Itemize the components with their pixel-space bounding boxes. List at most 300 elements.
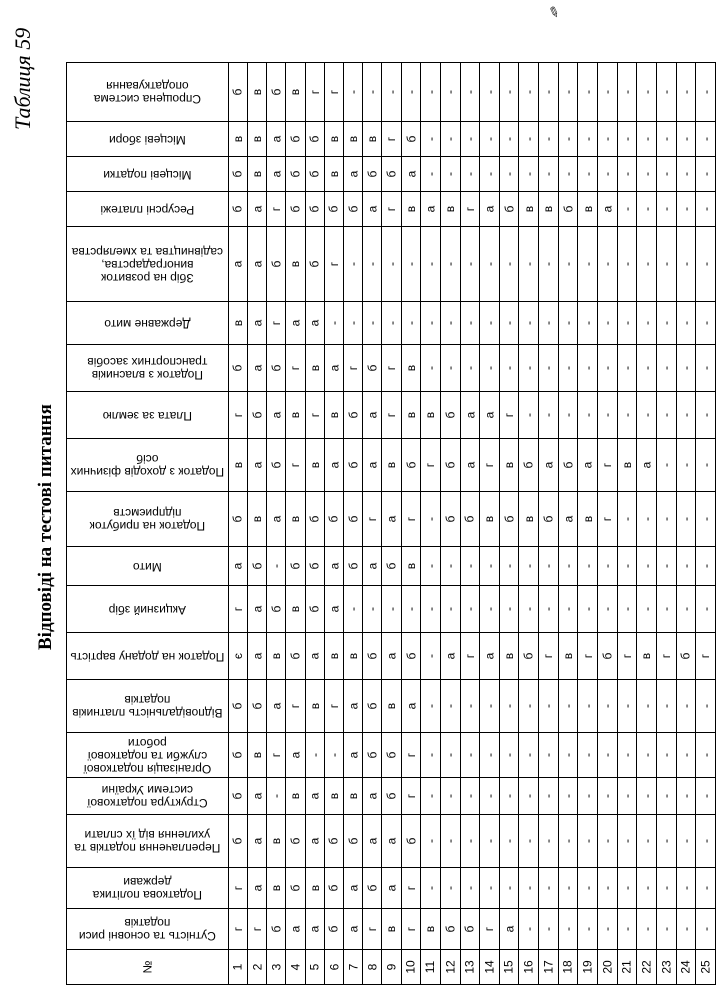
topic-label: Відповідальність платників податків [72, 693, 223, 720]
answer-cell [382, 157, 401, 192]
answer-cell [578, 227, 598, 302]
answer-cell [598, 122, 618, 157]
answer-value: - [482, 839, 497, 843]
question-number: 19 [578, 950, 598, 985]
answer-cell [440, 492, 460, 547]
answer-cell [480, 63, 500, 122]
answer-value: б [230, 792, 245, 800]
answer-value: - [600, 753, 615, 757]
answer-cell [480, 586, 500, 633]
answer-cell [363, 586, 382, 633]
answer-value: - [521, 607, 536, 611]
answer-cell [656, 868, 676, 909]
topic-row [67, 192, 716, 227]
answer-value: - [659, 137, 674, 141]
answer-cell [363, 492, 382, 547]
answer-cell [558, 547, 578, 586]
answer-cell [499, 633, 519, 680]
answer-value: в [230, 135, 245, 143]
answer-cell [228, 122, 247, 157]
answer-value: - [600, 704, 615, 708]
answer-value: - [423, 704, 438, 708]
answer-cell [382, 680, 401, 733]
answer-cell [519, 586, 539, 633]
question-number: 16 [519, 950, 539, 985]
question-number: 12 [440, 950, 460, 985]
answer-cell [421, 439, 441, 492]
answer-value: б [230, 88, 245, 96]
answer-cell [401, 227, 421, 302]
topic-label: Місцеві збори [108, 132, 186, 147]
answer-value: в [250, 515, 265, 523]
answer-cell [363, 815, 382, 868]
answer-value: - [443, 886, 458, 890]
answer-value: б [307, 605, 322, 613]
answer-cell [676, 302, 696, 345]
answer-cell [480, 157, 500, 192]
question-number: 11 [421, 950, 441, 985]
answer-cell [499, 345, 519, 392]
answer-cell [617, 778, 637, 815]
answer-cell [519, 302, 539, 345]
answer-cell [539, 392, 559, 439]
answer-cell [228, 680, 247, 733]
answer-value: - [659, 704, 674, 708]
answer-value: - [698, 262, 713, 266]
answer-cell [539, 492, 559, 547]
answer-value: в [346, 652, 361, 660]
answer-value: б [404, 135, 418, 143]
answer-cell [696, 392, 716, 439]
answer-cell [460, 815, 480, 868]
answer-value: а [250, 364, 265, 372]
answer-cell [598, 157, 618, 192]
answer-value: б [269, 461, 284, 469]
answer-cell [305, 439, 324, 492]
answer-cell [676, 345, 696, 392]
answer-value: - [443, 704, 458, 708]
answer-value: - [698, 564, 713, 568]
answer-cell [558, 680, 578, 733]
answer-cell [440, 633, 460, 680]
answer-cell [519, 192, 539, 227]
answer-cell [480, 868, 500, 909]
answer-cell [228, 909, 247, 950]
answer-value: б [443, 515, 458, 523]
answer-cell [305, 633, 324, 680]
answer-cell [696, 227, 716, 302]
answer-value: - [678, 207, 693, 211]
answer-value: - [698, 753, 713, 757]
topic-label: Податок на додану вартість [70, 649, 225, 664]
answer-value: - [404, 262, 418, 266]
answer-value: г [269, 752, 284, 758]
answer-value: - [678, 137, 693, 141]
answer-cell [344, 492, 363, 547]
answer-value: б [269, 605, 284, 613]
topic-header [67, 633, 229, 680]
answer-cell [637, 633, 657, 680]
answer-value: - [639, 794, 654, 798]
answer-cell [305, 586, 324, 633]
answer-cell [305, 492, 324, 547]
answer-cell [598, 586, 618, 633]
question-number: 13 [460, 950, 480, 985]
answer-value: в [307, 461, 322, 469]
answer-cell [228, 733, 247, 778]
answer-value: - [365, 90, 380, 94]
answer-cell [286, 157, 305, 192]
answer-cell [286, 778, 305, 815]
answer-cell [539, 227, 559, 302]
topic-row [67, 778, 716, 815]
answer-cell [382, 778, 401, 815]
answer-cell [421, 227, 441, 302]
answer-cell [440, 733, 460, 778]
answer-value: - [541, 839, 556, 843]
answer-cell [247, 733, 266, 778]
answer-cell [286, 345, 305, 392]
answer-value: а [307, 319, 322, 327]
topic-header [67, 122, 229, 157]
answer-value: в [230, 319, 245, 327]
answer-cell [382, 815, 401, 868]
answer-value: є [230, 652, 245, 660]
answer-value: - [580, 413, 595, 417]
answer-value: - [580, 321, 595, 325]
answer-cell [637, 586, 657, 633]
answer-value: а [346, 884, 361, 892]
question-number: 24 [676, 950, 696, 985]
topic-label: Державне мито [104, 316, 191, 331]
answer-cell [558, 227, 578, 302]
answer-value: - [443, 321, 458, 325]
answer-value: б [326, 837, 341, 845]
answer-cell [617, 492, 637, 547]
answer-cell [363, 192, 382, 227]
answer-cell [539, 778, 559, 815]
answer-value: г [659, 653, 674, 659]
answer-value: б [561, 461, 576, 469]
answer-cell [656, 122, 676, 157]
answer-cell [539, 302, 559, 345]
answer-value: б [288, 562, 303, 570]
answer-cell [440, 815, 460, 868]
answer-cell [363, 122, 382, 157]
answer-value: б [502, 205, 517, 213]
answer-value: г [404, 885, 419, 891]
answer-value: - [659, 262, 674, 266]
answer-cell [324, 586, 343, 633]
answer-value: в [404, 205, 418, 213]
answer-value: б [384, 751, 399, 759]
answer-value: б [307, 135, 322, 143]
answer-value: - [462, 794, 477, 798]
answer-value: - [678, 564, 693, 568]
answer-cell [267, 680, 286, 733]
answer-value: - [659, 839, 674, 843]
answer-cell [558, 63, 578, 122]
topic-label: Податок з власників транспортних засобів [87, 355, 208, 382]
answer-value: в [269, 837, 284, 845]
answer-cell [363, 778, 382, 815]
answer-cell [558, 192, 578, 227]
answer-value: в [326, 170, 341, 178]
answer-value: б [269, 925, 284, 933]
answer-value: б [384, 170, 399, 178]
answer-cell [305, 680, 324, 733]
answer-value: - [600, 172, 615, 176]
answer-cell [421, 345, 441, 392]
answer-cell [617, 302, 637, 345]
question-number: 18 [558, 950, 578, 985]
answer-value: а [250, 260, 265, 268]
answer-value: а [384, 837, 399, 845]
answer-cell [696, 122, 716, 157]
answer-cell [247, 122, 266, 157]
answer-cell [305, 63, 324, 122]
answer-cell [440, 392, 460, 439]
answer-value: г [600, 462, 615, 468]
topic-row [67, 302, 716, 345]
answer-cell [558, 778, 578, 815]
answer-value: - [600, 886, 615, 890]
answer-value: в [346, 135, 361, 143]
answer-value: - [698, 321, 713, 325]
answer-cell [363, 345, 382, 392]
answer-value: - [384, 90, 399, 94]
answer-value: б [443, 411, 458, 419]
answer-cell [228, 63, 247, 122]
scan-mark: ✎ [545, 2, 563, 22]
answer-cell [676, 868, 696, 909]
answer-cell [344, 345, 363, 392]
answer-value: - [541, 262, 556, 266]
answer-value: а [269, 515, 284, 523]
question-number: 17 [539, 950, 559, 985]
answer-value: б [230, 515, 245, 523]
answer-value: б [250, 562, 265, 570]
answer-value: г [326, 703, 341, 709]
answer-cell [324, 547, 343, 586]
answer-cell [440, 586, 460, 633]
answer-value: в [288, 88, 303, 96]
answer-value: г [619, 653, 634, 659]
topic-header [67, 192, 229, 227]
answer-value: - [580, 172, 595, 176]
answer-cell [324, 63, 343, 122]
answer-cell [382, 439, 401, 492]
answer-value: а [307, 837, 322, 845]
answer-cell [324, 345, 343, 392]
answer-value: - [639, 172, 654, 176]
answer-cell [539, 586, 559, 633]
answer-cell [499, 63, 519, 122]
answer-value: г [365, 926, 380, 932]
answer-value: б [250, 411, 265, 419]
answer-value: - [580, 607, 595, 611]
answer-value: - [639, 137, 654, 141]
answer-value: - [443, 137, 458, 141]
answer-cell [247, 680, 266, 733]
answer-value: г [698, 653, 713, 659]
answer-cell [676, 547, 696, 586]
answer-cell [286, 492, 305, 547]
answer-cell [676, 733, 696, 778]
answer-value: а [230, 562, 245, 570]
answer-cell [267, 392, 286, 439]
answer-cell [363, 547, 382, 586]
answer-cell [286, 192, 305, 227]
answer-value: - [561, 172, 576, 176]
answer-value: в [443, 205, 458, 213]
topic-row [67, 586, 716, 633]
answer-cell [617, 909, 637, 950]
answer-cell [440, 227, 460, 302]
answer-cell [324, 492, 343, 547]
answer-value: - [541, 794, 556, 798]
answer-cell [267, 778, 286, 815]
answer-cell [499, 547, 519, 586]
answer-cell [421, 63, 441, 122]
answer-cell [440, 778, 460, 815]
topic-label: Мито [133, 559, 162, 574]
answer-value: - [482, 564, 497, 568]
answer-cell [401, 302, 421, 345]
answer-value: б [462, 515, 477, 523]
answer-cell [228, 345, 247, 392]
answer-cell [499, 586, 519, 633]
answer-cell [499, 868, 519, 909]
answer-value: - [502, 794, 517, 798]
answer-value: в [288, 260, 303, 268]
answer-value: - [619, 886, 634, 890]
answer-cell [696, 633, 716, 680]
answer-cell [286, 868, 305, 909]
question-number: 2 [247, 950, 266, 985]
answer-cell [401, 345, 421, 392]
answer-cell [578, 492, 598, 547]
answer-value: в [326, 411, 341, 419]
answer-cell [676, 122, 696, 157]
question-number: 22 [637, 950, 657, 985]
answer-value: б [230, 702, 245, 710]
answer-cell [460, 227, 480, 302]
answer-cell [637, 302, 657, 345]
answer-cell [519, 909, 539, 950]
answer-value: - [443, 172, 458, 176]
answer-value: а [250, 605, 265, 613]
answer-value: - [365, 607, 380, 611]
answer-cell [617, 586, 637, 633]
answer-value: - [521, 927, 536, 931]
answer-cell [421, 680, 441, 733]
answer-value: - [619, 137, 634, 141]
answer-value: - [619, 172, 634, 176]
answer-cell [617, 547, 637, 586]
answer-cell [617, 157, 637, 192]
answer-value: - [423, 794, 438, 798]
answer-value: - [619, 517, 634, 521]
answer-value: в [288, 515, 303, 523]
answer-value: - [326, 753, 341, 757]
topic-header [67, 909, 229, 950]
answer-value: - [541, 564, 556, 568]
answer-cell [228, 392, 247, 439]
answer-cell [696, 733, 716, 778]
answer-value: г [384, 136, 399, 142]
answer-value: - [423, 839, 438, 843]
answer-cell [228, 633, 247, 680]
answer-cell [286, 122, 305, 157]
answer-value: - [619, 413, 634, 417]
answer-value: в [307, 702, 322, 710]
answer-value: а [346, 925, 361, 933]
topic-row [67, 345, 716, 392]
answer-value: - [659, 366, 674, 370]
answer-value: - [462, 704, 477, 708]
answer-value: - [698, 607, 713, 611]
answer-value: - [698, 839, 713, 843]
answer-value: б [346, 837, 361, 845]
answer-value: - [600, 262, 615, 266]
answer-cell [440, 122, 460, 157]
answer-cell [344, 633, 363, 680]
topic-header [67, 815, 229, 868]
answer-value: б [384, 562, 399, 570]
answer-cell [460, 122, 480, 157]
answer-value: б [326, 884, 341, 892]
answer-value: - [600, 927, 615, 931]
answer-cell [363, 868, 382, 909]
answer-value: б [230, 751, 245, 759]
answer-cell [617, 122, 637, 157]
answer-value: - [659, 463, 674, 467]
answer-cell [344, 909, 363, 950]
answer-cell [499, 439, 519, 492]
answer-value: в [250, 170, 265, 178]
answer-cell [267, 492, 286, 547]
answer-value: - [462, 262, 477, 266]
answer-cell [578, 122, 598, 157]
answer-value: в [521, 515, 536, 523]
answer-value: в [580, 205, 595, 213]
answer-value: б [404, 652, 418, 660]
answer-value: - [580, 262, 595, 266]
answer-cell [382, 63, 401, 122]
answer-value: - [404, 321, 418, 325]
answer-value: г [580, 653, 595, 659]
answer-value: б [307, 170, 322, 178]
question-number: 4 [286, 950, 305, 985]
answer-value: а [269, 170, 284, 178]
answer-cell [480, 815, 500, 868]
answer-cell [421, 192, 441, 227]
answer-value: г [230, 926, 245, 932]
answer-value: - [384, 321, 399, 325]
answer-cell [401, 192, 421, 227]
answer-value: - [639, 366, 654, 370]
question-number: 9 [382, 950, 401, 985]
answer-value: г [404, 926, 419, 932]
answer-cell [637, 439, 657, 492]
answer-value: а [326, 461, 341, 469]
answer-cell [676, 157, 696, 192]
answer-value: - [326, 321, 341, 325]
answer-cell [363, 909, 382, 950]
answer-cell [637, 192, 657, 227]
answer-cell [480, 439, 500, 492]
